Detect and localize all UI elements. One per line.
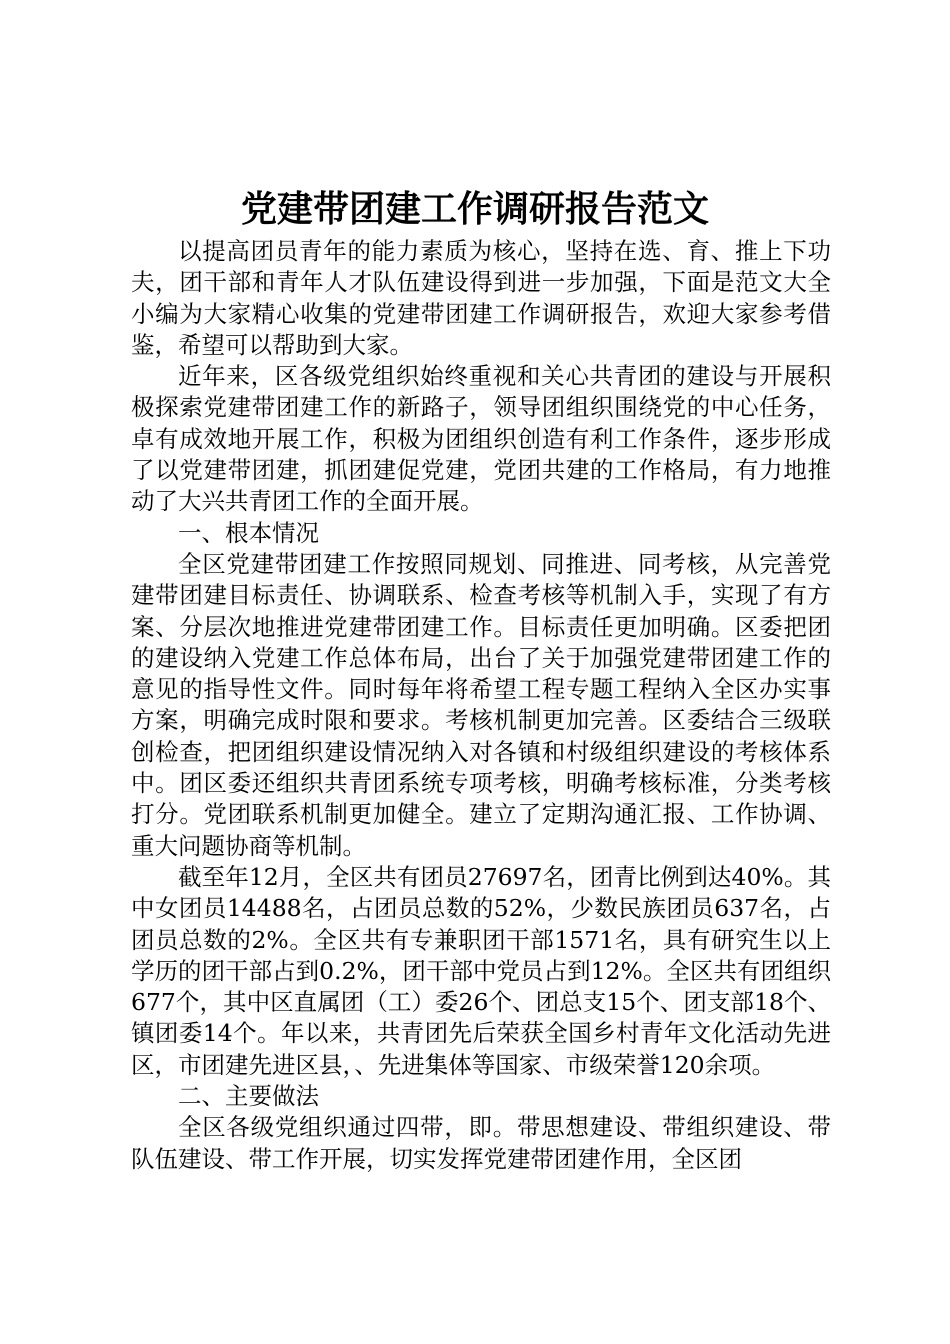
practices-paragraph: 全区各级党组织通过四带，即。带思想建设、带组织建设、带队伍建设、带工作开展，切实发挥党建带团建作用，全区团 (131, 1113, 831, 1173)
document-title: 党建带团建工作调研报告范文 (240, 189, 709, 230)
document-body (131, 236, 831, 1175)
intro-paragraph: 以提高团员青年的能力素质为核心，坚持在选、育、推上下功夫，团干部和青年人才队伍建设得到进一步加强，下面是范文大全小编为大家精心收集的党建带团建工作调研报告，欢迎大家参考借鉴，希望可以帮助到大家。 (131, 237, 831, 359)
mechanism-paragraph: 全区党建带团建工作按照同规划、同推进、同考核，从完善党建带团建目标责任、协调联系、检查考核等机制入手，实现了有方案、分层次地推进党建带团建工作。目标责任更加明确。区委把团的建设纳入党建工作总体布局，出台了关于加强党建带团建工作的意见的指导性文件。同时每年将希望工程专题工程纳入全区办实事方案，明确完成时限和要求。考核机制更加完善。区委结合三级联创检查，把团组织建设情况纳入对各镇和村级组织建设的考核体系中。团区委还组织共青团系统专项考核，明确考核标准，分类考核打分。党团联系机制更加健全。建立了定期沟通汇报、工作协调、重大问题协商等机制。 (131, 549, 831, 860)
background-paragraph: 近年来，区各级党组织始终重视和关心共青团的建设与开展积极探索党建带团建工作的新路子，领导团组织围绕党的中心任务，卓有成效地开展工作，积极为团组织创造有利工作条件，逐步形成了以党建带团建，抓团建促党建，党团共建的工作格局，有力地推动了大兴共青团工作的全面开展。 (131, 362, 831, 516)
section-heading-main-practices: 二、主要做法 (178, 1082, 319, 1111)
statistics-paragraph: 截至年12月，全区共有团员27697名，团青比例到达40%。其中女团员14488名，占团员总数的52%，少数民族团员637名，占团员总数的2%。全区共有专兼职团干部1571名，具有研究生以上学历的团干部占到0.2%，团干部中党员占到12%。全区共有团组织677个，其中区直属团（工）委26个、团总支15个、团支部18个、镇团委14个。年以来，共青团先后荣获全国乡村青年文化活动先进区，市团建先进区县，、先进集体等国家、市级荣誉120余项。 (131, 862, 831, 1079)
section-heading-basic-situation: 一、根本情况 (178, 518, 319, 547)
